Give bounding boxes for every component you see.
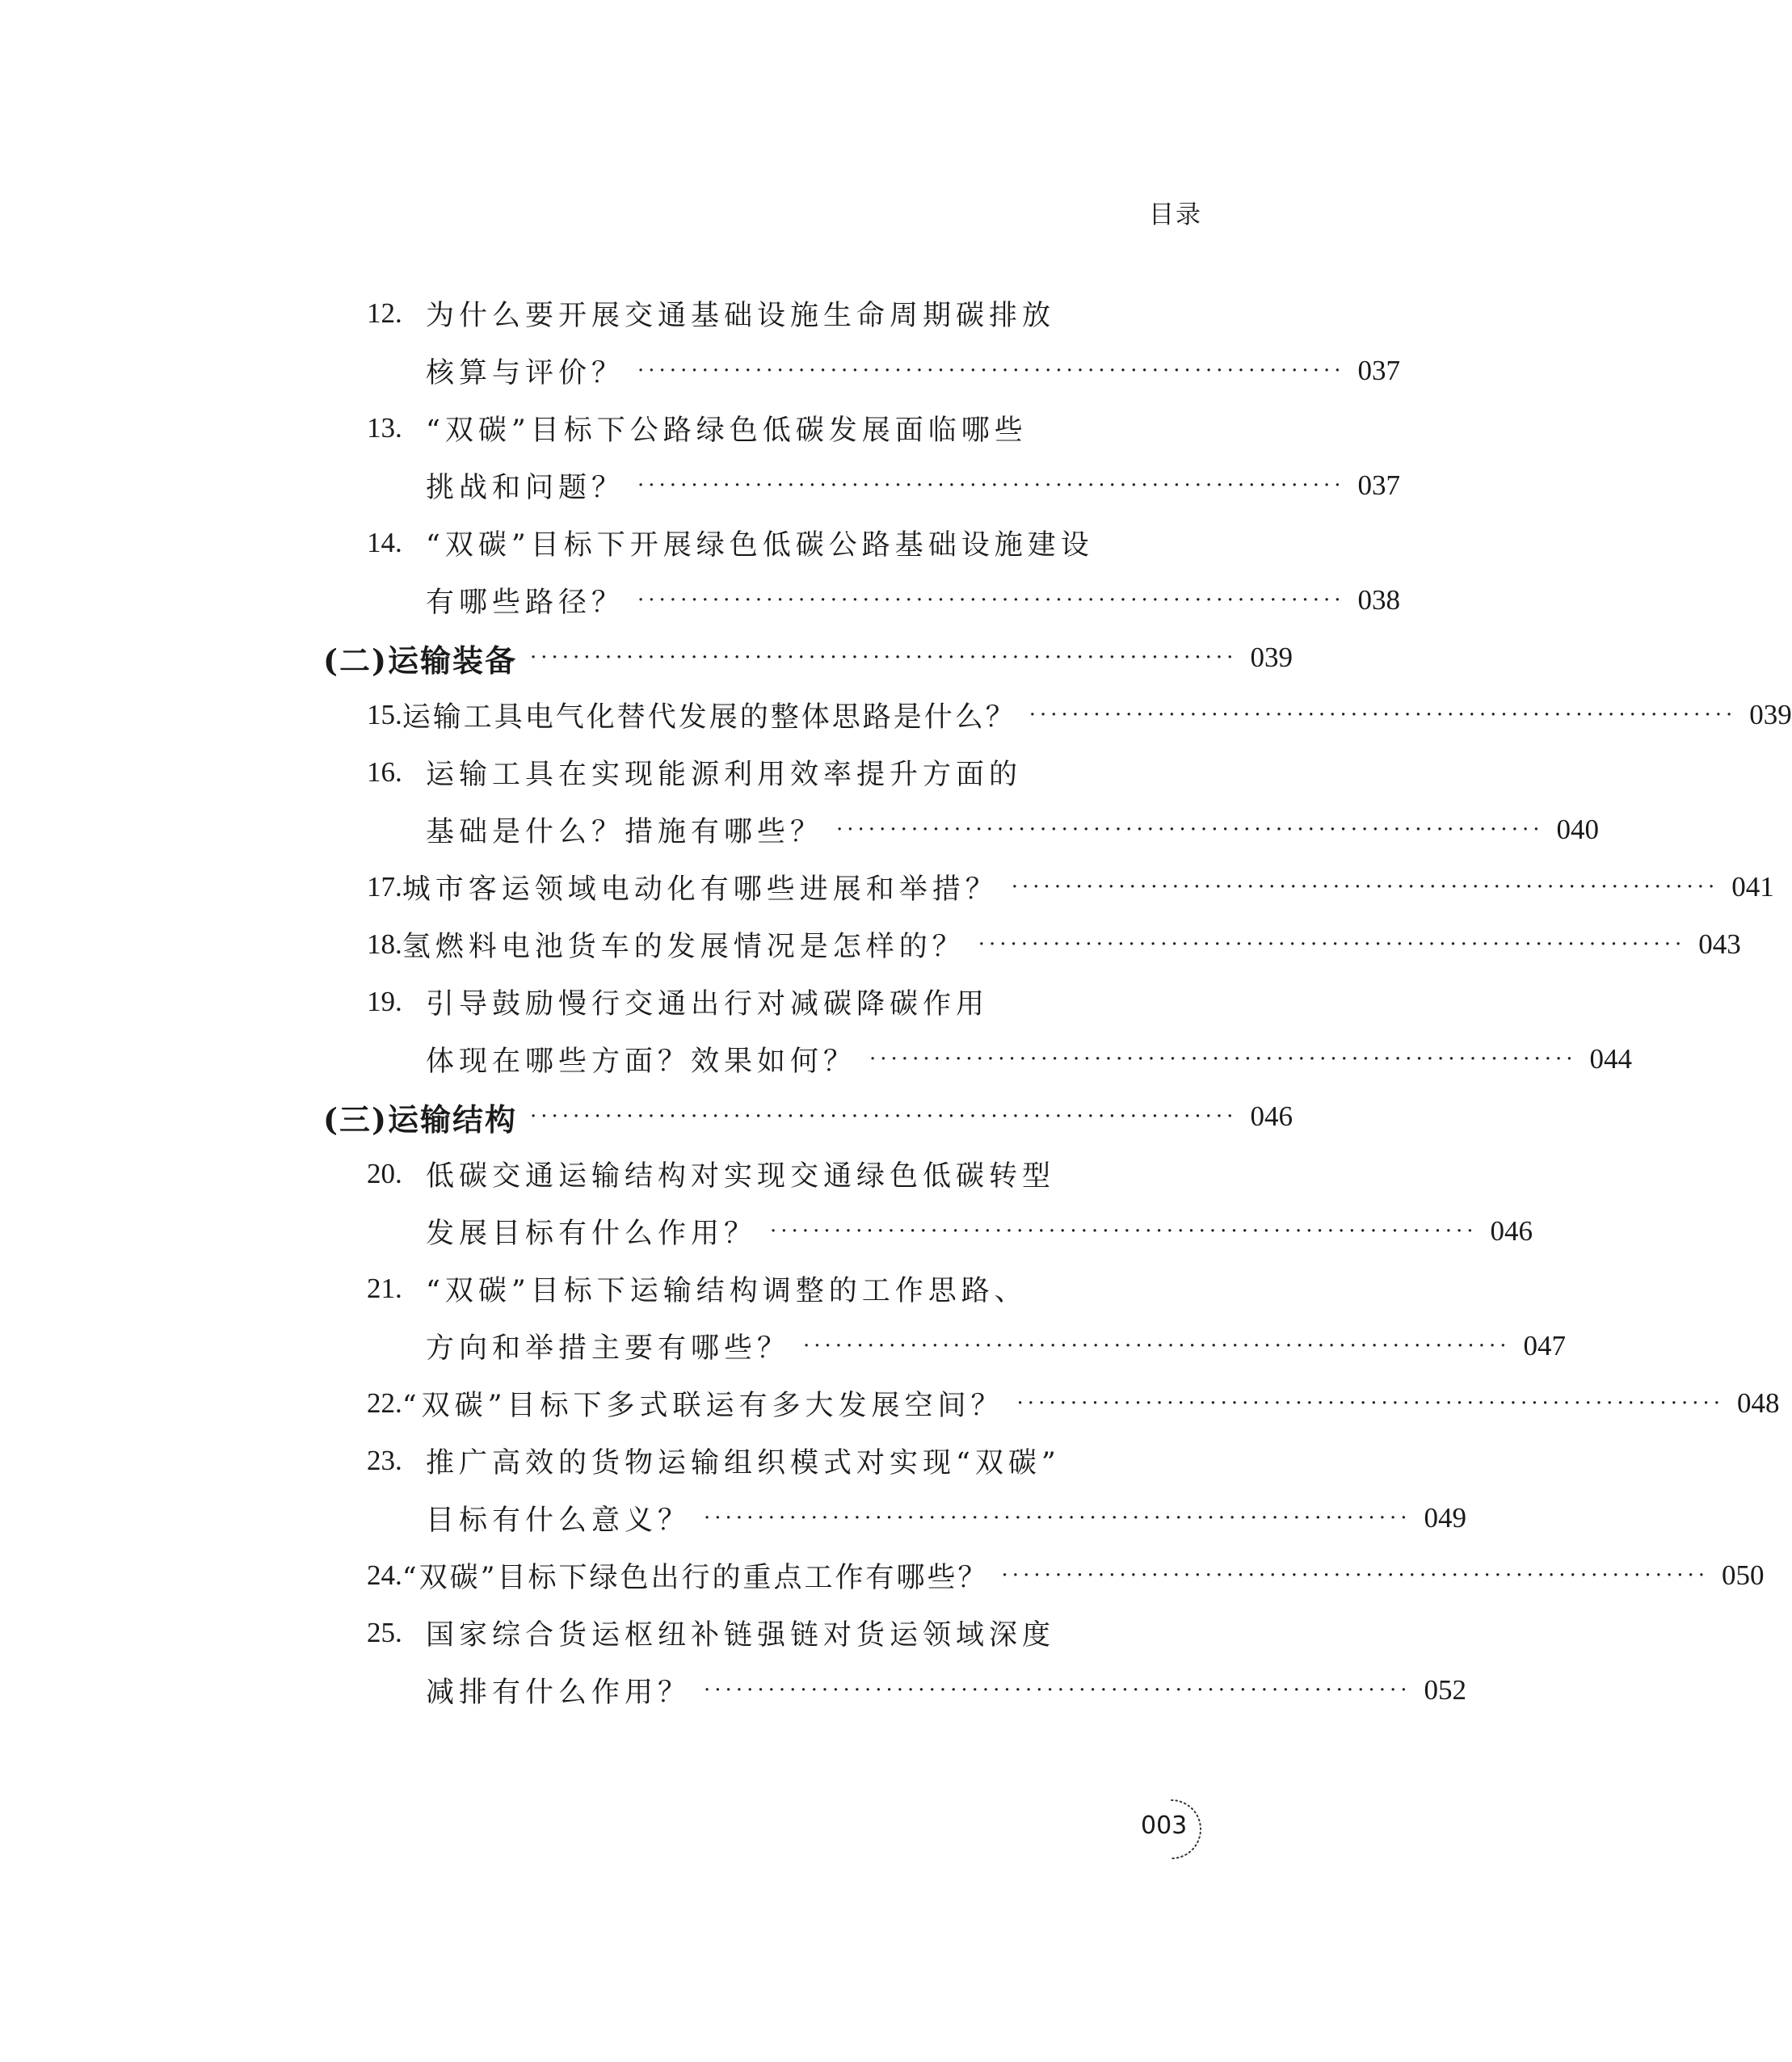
toc-entry-19-continued[interactable] [426,1039,1632,1079]
toc-entry-23[interactable] [367,1441,1202,1481]
page-number: 003 [1141,1812,1188,1840]
toc-entry-20[interactable] [367,1154,1202,1194]
dot-leader: ·································································· [637,359,1345,383]
toc-entry-21[interactable] [367,1269,1202,1309]
toc-entry-number: 17. [367,871,402,903]
toc-entry-17[interactable] [367,867,1774,907]
toc-page-number: 037 [1357,355,1400,386]
running-header: 目录 [1149,200,1202,229]
toc-entry-14-continued[interactable] [426,580,1400,621]
toc-entry-24[interactable] [367,1555,1765,1596]
dot-leader: ·································································· [770,1219,1478,1244]
toc-entry-title: 国家综合货运枢纽补链强链对货运领域深度 [426,1619,1056,1652]
toc-entry-25[interactable] [367,1613,1202,1653]
toc-section-title: (三)运输结构 [323,1100,517,1138]
dot-leader: ·································································· [1016,1391,1725,1416]
toc-section-transport-equipment[interactable] [323,638,1293,679]
dot-leader: ·································································· [836,818,1544,842]
toc-entry-number: 14. [367,527,402,558]
dot-leader: ·································································· [637,473,1345,498]
dot-leader: ·································································· [529,1105,1238,1129]
toc-page-number: 040 [1556,814,1599,845]
toc-page-number: 049 [1424,1502,1466,1534]
toc-section-transport-structure[interactable] [323,1096,1293,1138]
toc-entry-21-continued[interactable] [426,1326,1566,1366]
toc-entry-title: 核算与评价？ [426,357,625,389]
toc-entry-title: 为什么要开展交通基础设施生命周期碳排放 [426,300,1056,332]
toc-entry-title: 挑战和问题？ [426,472,625,504]
toc-entry-number: 15. [367,699,402,730]
toc-page-number: 039 [1250,642,1293,673]
toc-entry-title: “双碳”目标下公路绿色低碳发展面临哪些 [426,415,1028,447]
toc-entry-15[interactable] [367,695,1792,735]
toc-entry-title: 运输工具电气化替代发展的整体思路是什么？ [402,701,1016,734]
dot-leader: ·································································· [704,1678,1411,1702]
dot-leader: ·································································· [1011,875,1719,899]
dot-leader: ·································································· [704,1506,1411,1530]
toc-entry-12[interactable] [367,293,1202,334]
toc-page-number: 050 [1722,1559,1765,1591]
dot-leader: ·································································· [1029,703,1737,727]
toc-page-number: 041 [1731,871,1774,903]
toc-page-number: 046 [1490,1215,1533,1247]
toc-entry-number: 22. [367,1387,402,1419]
toc-entry-25-continued[interactable] [426,1670,1466,1711]
toc-entry-title: 有哪些路径？ [426,587,625,619]
dot-leader: ·································································· [529,646,1238,670]
toc-entry-title: “双碳”目标下运输结构调整的工作思路、 [426,1275,1028,1307]
toc-page-number: 052 [1424,1674,1466,1706]
toc-entry-title: 发展目标有什么作用？ [426,1218,758,1250]
dot-leader: ·································································· [803,1334,1511,1358]
toc-entry-title: “双碳”目标下绿色出行的重点工作有哪些？ [402,1562,989,1594]
toc-entry-16[interactable] [367,752,1202,793]
toc-entry-16-continued[interactable] [426,810,1599,850]
toc-page-number: 037 [1357,469,1400,501]
toc-entry-number: 20. [367,1158,402,1189]
toc-entry-number: 23. [367,1445,402,1476]
toc-page-number: 048 [1737,1387,1780,1419]
dot-leader: ·································································· [1001,1563,1710,1588]
toc-entry-title: 低碳交通运输结构对实现交通绿色低碳转型 [426,1160,1056,1193]
toc-entry-23-continued[interactable] [426,1498,1466,1538]
dot-leader: ·································································· [869,1047,1577,1071]
toc-page-number: 038 [1357,584,1400,616]
toc-entry-20-continued[interactable] [426,1211,1533,1252]
toc-page-number: 039 [1749,699,1792,730]
toc-page-number: 047 [1523,1330,1566,1361]
toc-entry-12-continued[interactable] [426,351,1400,391]
toc-entry-22[interactable] [367,1383,1780,1424]
page-footer [1136,1794,1204,1862]
toc-entry-title: 氢燃料电池货车的发展情况是怎样的？ [402,931,965,963]
toc-page-number: 043 [1698,928,1741,960]
toc-entry-number: 12. [367,297,402,329]
toc-entry-number: 18. [367,928,402,960]
toc-entry-title: 体现在哪些方面？效果如何？ [426,1046,857,1078]
toc-entry-title: 推广高效的货物运输组织模式对实现“双碳” [426,1447,1061,1479]
toc-entry-number: 13. [367,412,402,444]
toc-entry-14[interactable] [367,523,1202,563]
toc-entry-title: 目标有什么意义？ [426,1504,692,1537]
toc-entry-number: 24. [367,1559,402,1591]
toc-entry-number: 16. [367,756,402,788]
toc-entry-title: “双碳”目标下多式联运有多大发展空间？ [402,1390,1004,1422]
toc-page-number: 044 [1589,1043,1632,1075]
toc-entry-title: “双碳”目标下开展绿色低碳公路基础设施建设 [426,529,1094,562]
toc-entry-title: 城市客运领域电动化有哪些进展和举措？ [402,873,999,906]
toc-entry-13-continued[interactable] [426,465,1400,506]
toc-entry-number: 25. [367,1617,402,1648]
toc-entry-title: 基础是什么？措施有哪些？ [426,816,824,848]
dot-leader: ·································································· [637,588,1345,612]
dot-leader: ·································································· [978,932,1686,957]
toc-entry-title: 引导鼓励慢行交通出行对减碳降碳作用 [426,988,990,1020]
toc-entry-title: 运输工具在实现能源利用效率提升方面的 [426,759,1023,791]
toc-entry-number: 19. [367,986,402,1017]
toc-page-number: 046 [1250,1100,1293,1132]
toc-section-title: (二)运输装备 [323,642,517,679]
toc-entry-title: 方向和举措主要有哪些？ [426,1332,791,1365]
toc-entry-13[interactable] [367,408,1202,448]
toc-entry-number: 21. [367,1273,402,1304]
toc-entry-19[interactable] [367,982,1202,1022]
toc-entry-title: 减排有什么作用？ [426,1677,692,1709]
toc-entry-18[interactable] [367,924,1741,965]
